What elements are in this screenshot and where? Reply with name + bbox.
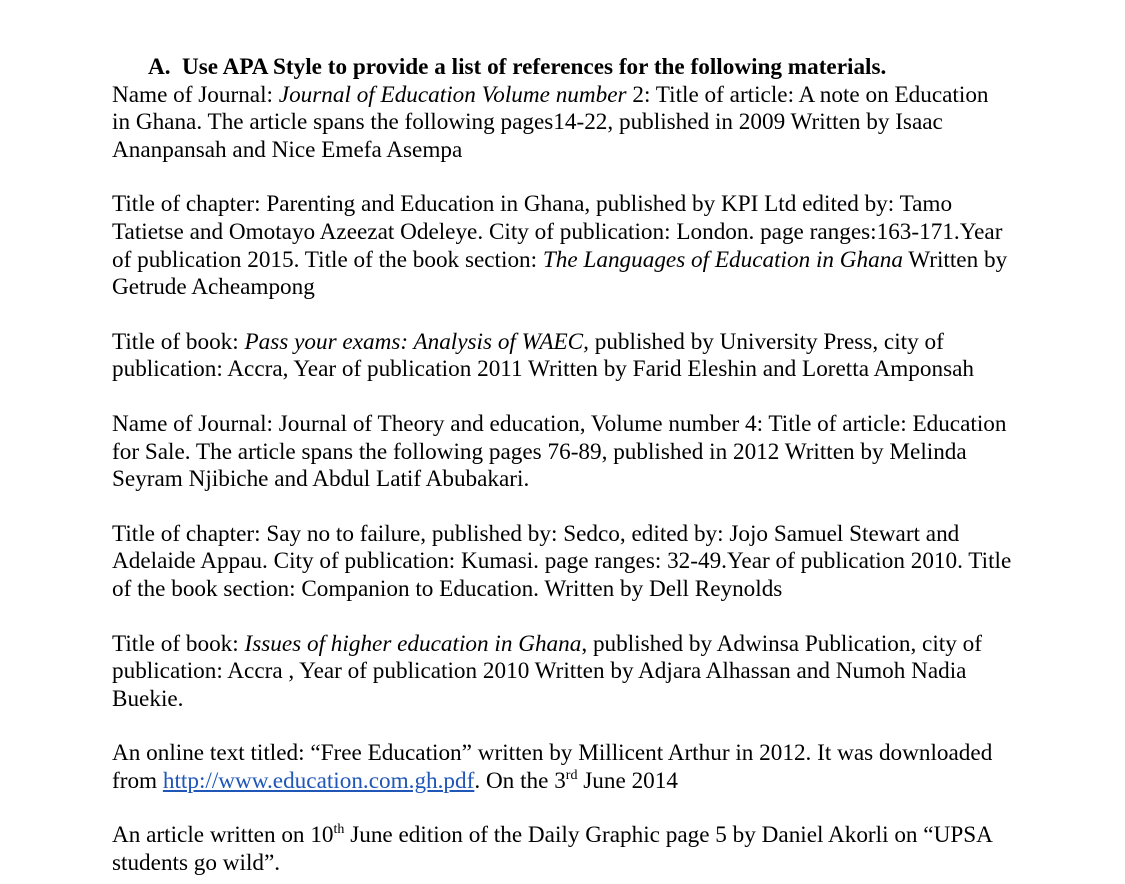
heading-text: Use APA Style to provide a list of references for the following materials. [182,54,887,80]
text-run: An article written on 10 [112,822,334,849]
text-run: from [112,767,163,794]
reference-item-journal-education [112,82,1052,165]
text-line [112,768,1052,796]
reference-item-book-pass-exams [112,329,1052,384]
text-line [112,631,1052,659]
text-line: Adelaide Appau. City of publication: Kumasi. page ranges: 32-49.Year of publication 2010. Title [112,548,1012,575]
text-line: An online text titled: “Free Education” written by Millicent Arthur in 2012. It was downloaded [112,740,993,767]
text-run: June edition of the Daily Graphic page 5 by Daniel Akorli on “UPSA [344,822,993,849]
text-run: published by University Press, city of [588,328,944,355]
text-line: Title of chapter: Parenting and Education in Ghana, published by KPI Ltd edited by: Tamo [112,191,953,218]
education-url-link[interactable]: http://www.education.com.gh.pdf [162,767,475,794]
text-run: Name of Journal: [112,81,279,108]
text-line: Getrude Acheampong [112,274,315,301]
text-run: Title of book: [112,328,245,355]
reference-item-journal-theory [112,411,1052,494]
text-run: Written by [902,246,1008,273]
instruction-heading [112,54,1052,82]
italic-book-title: Pass your exams: Analysis of WAEC, [244,328,589,355]
text-line: Title of chapter: Say no to failure, published by: Sedco, edited by: Jojo Samuel Stewart and [112,520,960,547]
text-line [112,329,1052,357]
text-line: students go wild”. [112,850,281,877]
text-line: Seyram Njibiche and Abdul Latif Abubakari. [112,466,530,493]
reference-item-online-text [112,740,1052,795]
text-run: , published by Adwinsa Publication, city of [581,630,982,657]
text-line [112,247,1052,275]
italic-journal-title: Journal of Education Volume number [278,81,627,108]
text-line: Name of Journal: Journal of Theory and education, Volume number 4: Title of article: Education [112,410,1007,437]
text-line: publication: Accra, Year of publication 2011 Written by Farid Eleshin and Loretta Amponsah [112,356,974,383]
text-line: in Ghana. The article spans the following pages14-22, published in 2009 Written by Isaac [112,109,943,136]
text-line: publication: Accra , Year of publication 2010 Written by Adjara Alhassan and Numoh Nadia [112,658,967,685]
reference-item-book-higher-education [112,631,1052,714]
ordinal-superscript: rd [565,767,578,783]
italic-book-section-title: The Languages of Education in Ghana [542,246,903,273]
reference-item-newspaper-article [112,822,1052,877]
italic-book-title: Issues of higher education in Ghana [244,630,582,657]
text-line: Tatietse and Omotayo Azeezat Odeleye. City of publication: London. page ranges:163-171.Year [112,218,1003,245]
list-marker: A. [148,54,171,80]
text-line: of the book section: Companion to Education. Written by Dell Reynolds [112,575,783,602]
reference-item-chapter-failure [112,521,1052,604]
document-page [112,54,1052,878]
text-run: Title of book: [112,630,245,657]
ordinal-superscript: th [333,822,345,838]
reference-item-chapter-parenting [112,191,1052,301]
text-run: 2: Title of article: A note on Education [626,81,989,108]
text-run: June 2014 [577,767,678,794]
text-run: . On the 3 [474,767,566,794]
text-run: of publication 2015. Title of the book section: [112,246,543,273]
text-line [112,82,1052,110]
text-line: for Sale. The article spans the following pages 76-89, published in 2012 Written by Melinda [112,438,967,465]
text-line: Buekie. [112,685,184,712]
text-line: Ananpansah and Nice Emefa Asempa [112,136,463,163]
text-line [112,822,1052,850]
